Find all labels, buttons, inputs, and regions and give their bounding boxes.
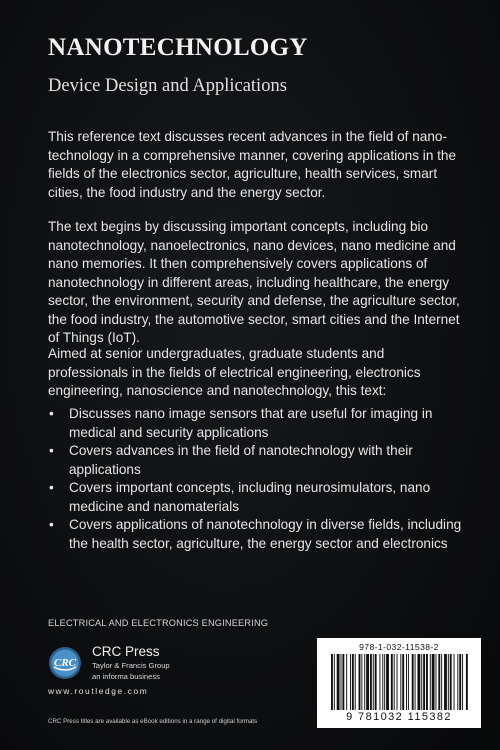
bullet-icon: • [49,517,54,532]
barcode-bar [400,654,401,710]
barcode-bar [384,654,385,710]
barcode-bar [423,654,425,710]
barcode-bar [386,654,389,710]
barcode-bar [331,654,333,710]
barcode-bar [382,654,383,710]
book-title: NANOTECHNOLOGY [48,34,308,61]
feature-text: Discusses nano image sensors that are useful for imaging in medical and security applications [69,406,433,440]
barcode-bar [415,654,416,710]
barcode-bar [346,654,347,710]
publisher-name: CRC Press [92,644,160,659]
barcode-bar [466,654,468,710]
barcode-bars [329,654,469,710]
barcode-bar [444,654,447,710]
barcode-bar [448,654,449,710]
barcode-bar [438,654,440,710]
barcode-bar [341,654,342,710]
barcode-bar [402,654,404,710]
subject-category: ELECTRICAL AND ELECTRONICS ENGINEERING [48,618,269,628]
barcode-bar [342,654,344,710]
barcode-bar [397,654,398,710]
barcode-bar [334,654,335,710]
description-paragraph: Aimed at senior undergraduates, graduate students and professionals in the fields of electrical engineering, electronics engineering, nanoscience and nanotechnology, this text: [48,346,421,398]
barcode-bar [364,654,365,710]
barcode-bar [462,654,463,710]
feature-text: Covers applications of nanotechnology in diverse fields, including the health sector, agriculture, the energy sector and electronics [69,517,462,551]
barcode-bar [359,654,361,710]
bullet-icon: • [49,480,54,495]
bullet-icon: • [49,443,54,458]
barcode-bar [436,654,437,710]
svg-text:CRC: CRC [53,657,77,669]
barcode-bar [450,654,452,710]
publisher-business: an informa business [92,672,160,681]
feature-text: Covers advances in the field of nanotechnology with their applications [69,443,413,477]
barcode-bar [391,654,393,710]
barcode-bar [406,654,407,710]
barcode-bar [457,654,458,710]
barcode-bar [432,654,435,710]
barcode-bar [426,654,428,710]
barcode-bar [394,654,395,710]
book-subtitle: Device Design and Applications [48,76,287,96]
isbn-barcode [317,638,481,728]
ebook-note: CRC Press titles are available as eBook editions in a range of digital formats [48,718,258,725]
feature-list-item [48,479,464,516]
barcode-bar [352,654,354,710]
barcode-bar [379,654,380,710]
feature-list-item [48,516,464,553]
barcode-bar [373,654,374,710]
barcode-bar [430,654,431,710]
barcode-bar [355,654,356,710]
feature-list [48,405,464,553]
barcode-bar [337,654,340,710]
barcode-bar [350,654,351,710]
barcode-bar [408,654,409,710]
barcode-bar [412,654,414,710]
barcode-bar [441,654,442,710]
barcode-bar [370,654,372,710]
feature-list-item [48,442,464,479]
isbn-number: 978-1-032-11538-2 [359,642,439,652]
bullet-icon: • [49,406,54,421]
barcode-bar [454,654,455,710]
barcode-bar [421,654,422,710]
description-paragraph: This reference text discusses recent advances in the field of nano-technology in a comprehensive manner, covering applications in the fields of the electronics sector, agriculture, health services, smart cities, the food industry and the energy sector. [48,129,457,200]
feature-list-item [48,405,464,442]
barcode-bar [417,654,420,710]
barcode-bar [366,654,369,710]
description-paragraph: The text begins by discussing important concepts, including bio nanotechnology, nanoelectronics, nano devices, nano medicine and nano memories. It then comprehensively covers applications of nanotechnology in different areas, including healthcare, the energy sector, the environment, security and defense, the agriculture sector, the food industry, the automotive sector, smart cities and the Internet of Things (IoT). [48,219,460,345]
barcode-bar [459,654,461,710]
publisher-website[interactable]: www.routledge.com [48,686,149,696]
barcode-bar [361,654,362,710]
publisher-group: Taylor & Francis Group [92,661,170,670]
barcode-bar [375,654,377,710]
feature-text: Covers important concepts, including neurosimulators, nano medicine and nanomaterials [69,480,431,514]
barcode-digits: 9 781032 115382 [346,711,452,723]
crc-press-logo-icon [48,646,82,680]
